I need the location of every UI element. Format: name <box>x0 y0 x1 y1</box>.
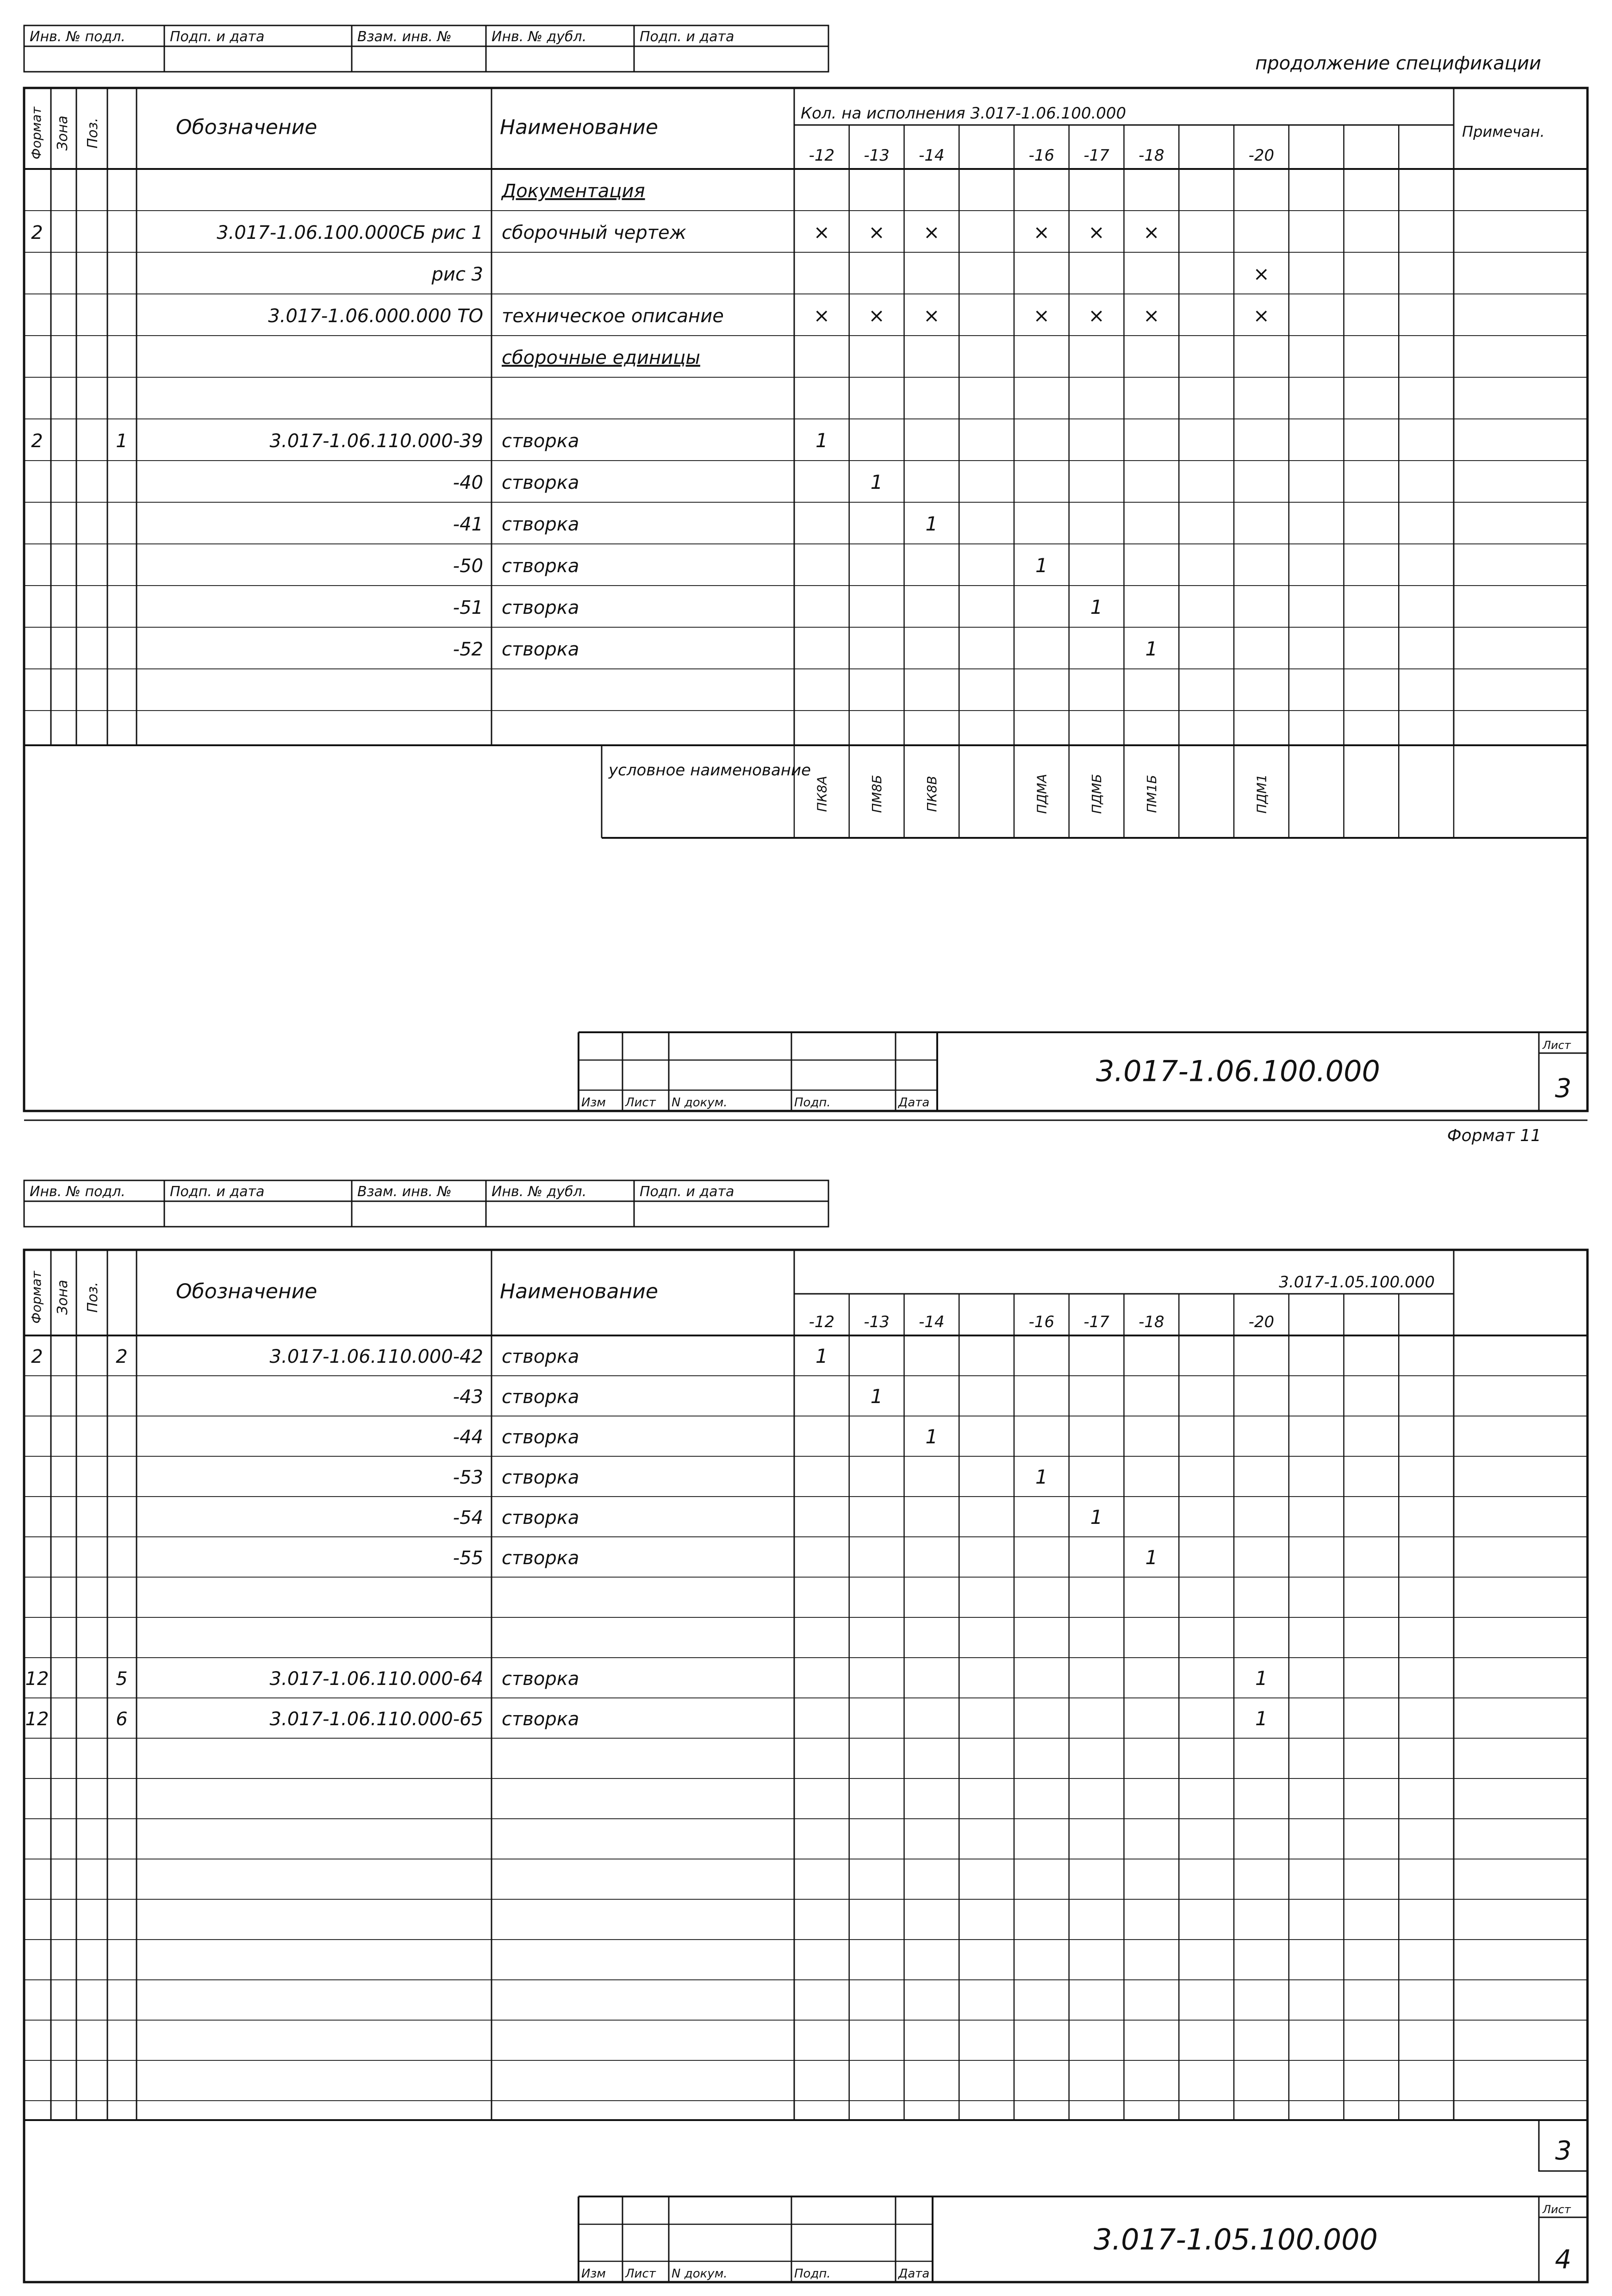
quantity-mark: 1 <box>815 1345 828 1368</box>
conditional-name: ПМ1Б <box>1144 774 1159 813</box>
title-label: N докум. <box>672 2267 728 2281</box>
quantity-mark: × <box>1253 304 1270 327</box>
title-label: Лист <box>625 2267 656 2281</box>
format-note: Формат 11 <box>1447 1126 1541 1145</box>
continuation-note: продолжение спецификации <box>1255 53 1541 74</box>
quantity-mark: × <box>1033 304 1050 327</box>
variant-label: -14 <box>919 146 945 165</box>
title-label: Лист <box>625 1096 656 1110</box>
cell-designation: -50 <box>453 555 483 577</box>
cell-name: створка <box>502 514 579 536</box>
cell-designation: -51 <box>453 597 483 619</box>
quantity-mark: × <box>1033 221 1050 244</box>
title-label: Изм <box>581 2267 606 2281</box>
cell-name: створка <box>502 1507 579 1529</box>
conditional-name: ПМ8Б <box>869 774 885 813</box>
cell-designation: -53 <box>453 1467 483 1489</box>
sheet-number: 3 <box>1555 1073 1572 1104</box>
quantity-mark: 1 <box>925 512 938 536</box>
cell-format: 2 <box>31 1346 43 1368</box>
variant-label: -17 <box>1083 1313 1109 1331</box>
cell-designation: 3.017-1.06.000.000 ТО <box>268 306 483 327</box>
quantity-mark: 1 <box>1255 1667 1268 1690</box>
document-code: 3.017-1.06.100.000 <box>1095 1054 1381 1088</box>
cell-name: створка <box>502 1386 579 1408</box>
header-quantity: Кол. на исполнения 3.017-1.06.100.000 <box>801 104 1127 123</box>
title-label: Подп. <box>794 2267 831 2281</box>
cell-position: 5 <box>116 1668 128 1690</box>
quantity-mark: × <box>868 221 885 244</box>
stamp-label: Взам. инв. № <box>357 29 452 45</box>
variant-label: -16 <box>1028 146 1055 165</box>
cell-name: Документация <box>502 181 645 202</box>
header-zone: Зона <box>55 115 71 151</box>
variant-label: -14 <box>919 1313 945 1331</box>
sheet-label: Лист <box>1543 2203 1571 2216</box>
header-name: Наименование <box>500 1279 658 1304</box>
variant-label: -13 <box>864 1313 890 1331</box>
quantity-mark: 1 <box>1035 1466 1048 1489</box>
cell-designation: рис 3 <box>431 264 483 286</box>
cell-position: 1 <box>116 430 128 452</box>
conditional-name: ПДМБ <box>1089 774 1105 814</box>
header-quantity: 3.017-1.05.100.000 <box>1279 1273 1435 1292</box>
stamp-label: Инв. № дубл. <box>492 1184 587 1200</box>
conditional-name: ПК8А <box>814 776 830 812</box>
cell-name: створка <box>502 1467 579 1489</box>
stamp-label: Подп. и дата <box>170 29 265 45</box>
cell-name: створка <box>502 1346 579 1368</box>
conditional-name: ПДМА <box>1034 774 1050 814</box>
variant-label: -13 <box>864 146 890 165</box>
cell-name: сборочные единицы <box>502 347 700 369</box>
quantity-mark: 1 <box>1145 637 1158 661</box>
conditional-name: ПДМ1 <box>1254 774 1270 814</box>
stamp-label: Подп. и дата <box>170 1184 265 1200</box>
title-label: Дата <box>898 1096 930 1110</box>
cell-designation: -43 <box>453 1386 483 1408</box>
quantity-mark: × <box>923 304 940 327</box>
title-label: N докум. <box>672 1096 728 1110</box>
document-code: 3.017-1.05.100.000 <box>1093 2222 1378 2257</box>
stamp-label: Взам. инв. № <box>357 1184 452 1200</box>
quantity-mark: × <box>1088 221 1105 244</box>
quantity-mark: 1 <box>1145 1546 1158 1569</box>
header-note: Примечан. <box>1462 123 1545 141</box>
title-label: Дата <box>898 2267 930 2281</box>
cell-designation: -44 <box>453 1427 483 1448</box>
stamp-label: Инв. № подл. <box>30 29 125 45</box>
quantity-mark: 1 <box>870 1385 883 1408</box>
quantity-mark: × <box>813 221 830 244</box>
variant-label: -12 <box>809 1313 835 1331</box>
conditional-name: ПК8В <box>924 776 940 812</box>
quantity-mark: 1 <box>870 471 883 494</box>
cell-format: 2 <box>31 430 43 452</box>
cell-name: створка <box>502 1427 579 1448</box>
cell-name: створка <box>502 639 579 661</box>
cell-designation: -52 <box>453 639 483 661</box>
sheet-2 <box>24 1180 1587 2282</box>
variant-label: -18 <box>1139 146 1164 165</box>
cell-name: сборочный чертеж <box>502 222 686 244</box>
sheet-frame <box>24 1250 1587 2282</box>
cell-designation: -41 <box>453 514 483 536</box>
cell-name: створка <box>502 1547 579 1569</box>
header-pos: Поз. <box>85 1282 101 1313</box>
cell-designation: -54 <box>453 1507 483 1529</box>
cell-name: створка <box>502 1709 579 1730</box>
stamp-label: Инв. № дубл. <box>492 29 587 45</box>
variant-label: -20 <box>1248 1313 1275 1331</box>
quantity-mark: 1 <box>1035 554 1048 577</box>
header-pos: Поз. <box>85 118 101 149</box>
title-label: Изм <box>581 1096 606 1110</box>
sheet-1 <box>24 25 1587 1145</box>
cell-name: створка <box>502 1668 579 1690</box>
quantity-mark: 1 <box>925 1425 938 1448</box>
cell-designation: 3.017-1.06.110.000-42 <box>269 1346 483 1368</box>
header-zone: Зона <box>55 1279 71 1315</box>
cell-designation: 3.017-1.06.110.000-65 <box>269 1709 483 1730</box>
header-name: Наименование <box>500 115 658 139</box>
cell-designation: 3.017-1.06.100.000СБ рис 1 <box>217 222 483 244</box>
cell-name: створка <box>502 597 579 619</box>
variant-label: -20 <box>1248 146 1275 165</box>
cell-designation: 3.017-1.06.110.000-64 <box>269 1668 483 1690</box>
sheet-label: Лист <box>1543 1039 1571 1052</box>
cell-position: 6 <box>116 1709 128 1730</box>
variant-label: -16 <box>1028 1313 1055 1331</box>
cell-position: 2 <box>116 1346 128 1368</box>
sheet-number: 4 <box>1555 2245 1572 2275</box>
quantity-mark: 1 <box>1090 1506 1103 1529</box>
stamp-label: Инв. № подл. <box>30 1184 125 1200</box>
header-format: Формат <box>29 106 44 160</box>
cell-format: 12 <box>25 1668 49 1690</box>
quantity-mark: × <box>1253 262 1270 286</box>
cell-name: створка <box>502 430 579 452</box>
title-label: Подп. <box>794 1096 831 1110</box>
stamp-label: Подп. и дата <box>640 1184 734 1200</box>
header-designation: Обозначение <box>176 1279 317 1304</box>
header-format: Формат <box>29 1271 44 1324</box>
quantity-mark: × <box>1143 304 1160 327</box>
cell-designation: -55 <box>453 1547 483 1569</box>
quantity-mark: 1 <box>1255 1707 1268 1730</box>
variant-label: -17 <box>1083 146 1109 165</box>
cell-name: техническое описание <box>502 306 724 327</box>
cell-format: 12 <box>25 1709 49 1730</box>
quantity-mark: × <box>1088 304 1105 327</box>
cell-name: створка <box>502 472 579 494</box>
quantity-mark: 1 <box>1090 596 1103 619</box>
stamp-label: Подп. и дата <box>640 29 734 45</box>
cell-format: 2 <box>31 222 43 244</box>
variant-label: -18 <box>1139 1313 1164 1331</box>
quantity-mark: × <box>923 221 940 244</box>
quantity-mark: × <box>868 304 885 327</box>
quantity-mark: 1 <box>815 429 828 452</box>
cell-name: створка <box>502 555 579 577</box>
variant-label: -12 <box>809 146 835 165</box>
side-number: 3 <box>1555 2136 1572 2166</box>
cell-designation: -40 <box>453 472 483 494</box>
cell-designation: 3.017-1.06.110.000-39 <box>269 430 483 452</box>
header-designation: Обозначение <box>176 115 317 139</box>
conditional-label: условное наименование <box>609 761 811 780</box>
quantity-mark: × <box>1143 221 1160 244</box>
quantity-mark: × <box>813 304 830 327</box>
